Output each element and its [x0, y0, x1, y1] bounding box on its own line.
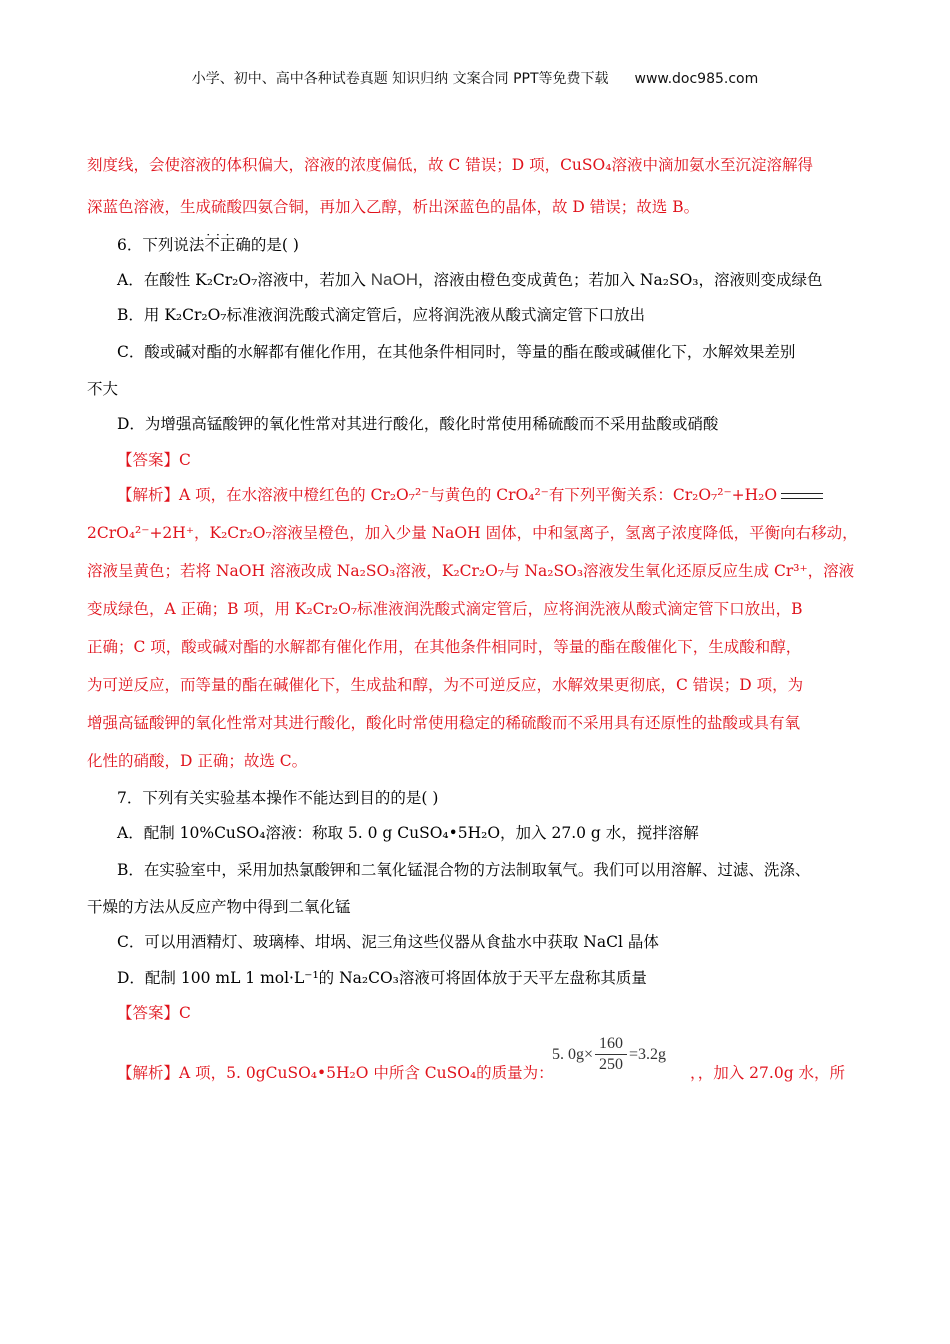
- formula-right: =3.2g: [629, 1045, 667, 1063]
- q6-option-b: B．用 K₂Cr₂O₇标准液润洗酸式滴定管后，应将润洗液从酸式滴定管下口放出: [117, 306, 646, 324]
- q6-stem: [117, 234, 299, 256]
- q6-option-a-prefix: A．在酸性 K₂Cr₂O₇溶液中，若加入: [117, 271, 366, 289]
- continuation-line-1: 刻度线，会使溶液的体积偏大，溶液的浓度偏低，故 C 错误；D 项，CuSO₄溶液中滴加氨水至沉淀溶解得: [87, 156, 813, 174]
- formula-numerator: 160: [595, 1034, 627, 1055]
- formula-denominator: 250: [599, 1056, 624, 1073]
- q6-option-a: [117, 269, 823, 291]
- header-text: 小学、初中、高中各种试卷真题 知识归纳 文案合同 PPT等免费下载: [191, 71, 609, 87]
- q7-option-a: A．配制 10%CuSO₄溶液：称取 5. 0 g CuSO₄•5H₂O，加入 27.0 g 水，搅拌溶解: [117, 824, 699, 842]
- q6-explanation-line-7: 增强高锰酸钾的氧化性常对其进行酸化，酸化时常使用稳定的稀硫酸而不采用具有还原性的盐酸或具有氧: [87, 714, 801, 732]
- q6-explanation-line-4: 变成绿色，A 正确；B 项，用 K₂Cr₂O₇标准液润洗酸式滴定管后，应将润洗液从酸式滴定管下口放出，B: [87, 600, 803, 618]
- q6-option-a-suffix: ，溶液由橙色变成黄色；若加入 Na₂SO₃，溶液则变成绿色: [418, 271, 823, 289]
- header-url[interactable]: www.doc985.com: [634, 71, 759, 87]
- q6-stem-suffix: 的是( ): [250, 236, 299, 254]
- q6-explanation-line-2: 2CrO₄²⁻+2H⁺，K₂Cr₂O₇溶液呈橙色，加入少量 NaOH 固体，中和氢离子，氢离子浓度降低，平衡向右移动，: [87, 524, 858, 542]
- mass-formula: [552, 1034, 666, 1075]
- q6-option-c-line-1: C．酸或碱对酯的水解都有催化作用，在其他条件相同时，等量的酯在酸或碱催化下，水解效果差别: [117, 343, 796, 361]
- formula-fraction: [595, 1034, 627, 1075]
- q7-explanation-prefix: 【解析】A 项，5. 0gCuSO₄•5H₂O 中所含 CuSO₄的质量为：: [117, 1064, 554, 1082]
- q7-option-d: D．配制 100 mL 1 mol·L⁻¹的 Na₂CO₃溶液可将固体放于天平左盘称其质量: [117, 969, 647, 987]
- q6-answer: 【答案】C: [117, 451, 191, 469]
- equilibrium-arrow-icon: [781, 491, 823, 501]
- q7-stem: 7．下列有关实验基本操作不能达到目的的是( ): [117, 789, 439, 807]
- q6-explanation-line-3: 溶液呈黄色；若将 NaOH 溶液改成 Na₂SO₃溶液，K₂Cr₂O₇与 Na₂SO₃溶液发生氧化还原反应生成 Cr³⁺，溶液: [87, 562, 855, 580]
- continuation-line-2: 深蓝色溶液，生成硫酸四氨合铜，再加入乙醇，析出深蓝色的晶体，故 D 错误；故选 B。: [87, 198, 700, 216]
- q6-option-d: D．为增强高锰酸钾的氧化性常对其进行酸化，酸化时常使用稀硫酸而不采用盐酸或硝酸: [117, 415, 719, 433]
- q7-answer: 【答案】C: [117, 1004, 191, 1022]
- q6-stem-prefix: 6．下列说法: [117, 236, 205, 254]
- q6-explanation-line-8: 化性的硝酸，D 正确；故选 C。: [87, 752, 308, 770]
- q6-explanation-line-1-text: 【解析】A 项，在水溶液中橙红色的 Cr₂O₇²⁻与黄色的 CrO₄²⁻有下列平衡关系：Cr₂O₇²⁻+H₂O: [117, 486, 778, 504]
- q6-explanation-line-1: [117, 484, 823, 506]
- q6-option-a-naoh: NaOH: [370, 270, 418, 289]
- q7-option-c: C．可以用酒精灯、玻璃棒、坩埚、泥三角这些仪器从食盐水中获取 NaCl 晶体: [117, 933, 659, 951]
- q6-option-c-line-2: 不大: [87, 380, 119, 398]
- q6-stem-emphasis: · · · 不正确: [204, 236, 251, 254]
- page-header: [0, 68, 950, 88]
- q7-option-b-line-2: 干燥的方法从反应产物中得到二氧化锰: [87, 898, 351, 916]
- q6-explanation-line-6: 为可逆反应，而等量的酯在碱催化下，生成盐和醇，为不可逆反应，水解效果更彻底，C 错误；D 项，为: [87, 676, 804, 694]
- q6-explanation-line-5: 正确；C 项，酸或碱对酯的水解都有催化作用，在其他条件相同时，等量的酯在酸催化下，生成酸和醇，: [87, 638, 802, 656]
- q7-option-b-line-1: B．在实验室中，采用加热氯酸钾和二氧化锰混合物的方法制取氧气。我们可以用溶解、过滤、洗涤、: [117, 861, 811, 879]
- q7-explanation-suffix: ，，加入 27.0g 水，所: [690, 1064, 846, 1082]
- formula-left: 5. 0g×: [552, 1045, 594, 1063]
